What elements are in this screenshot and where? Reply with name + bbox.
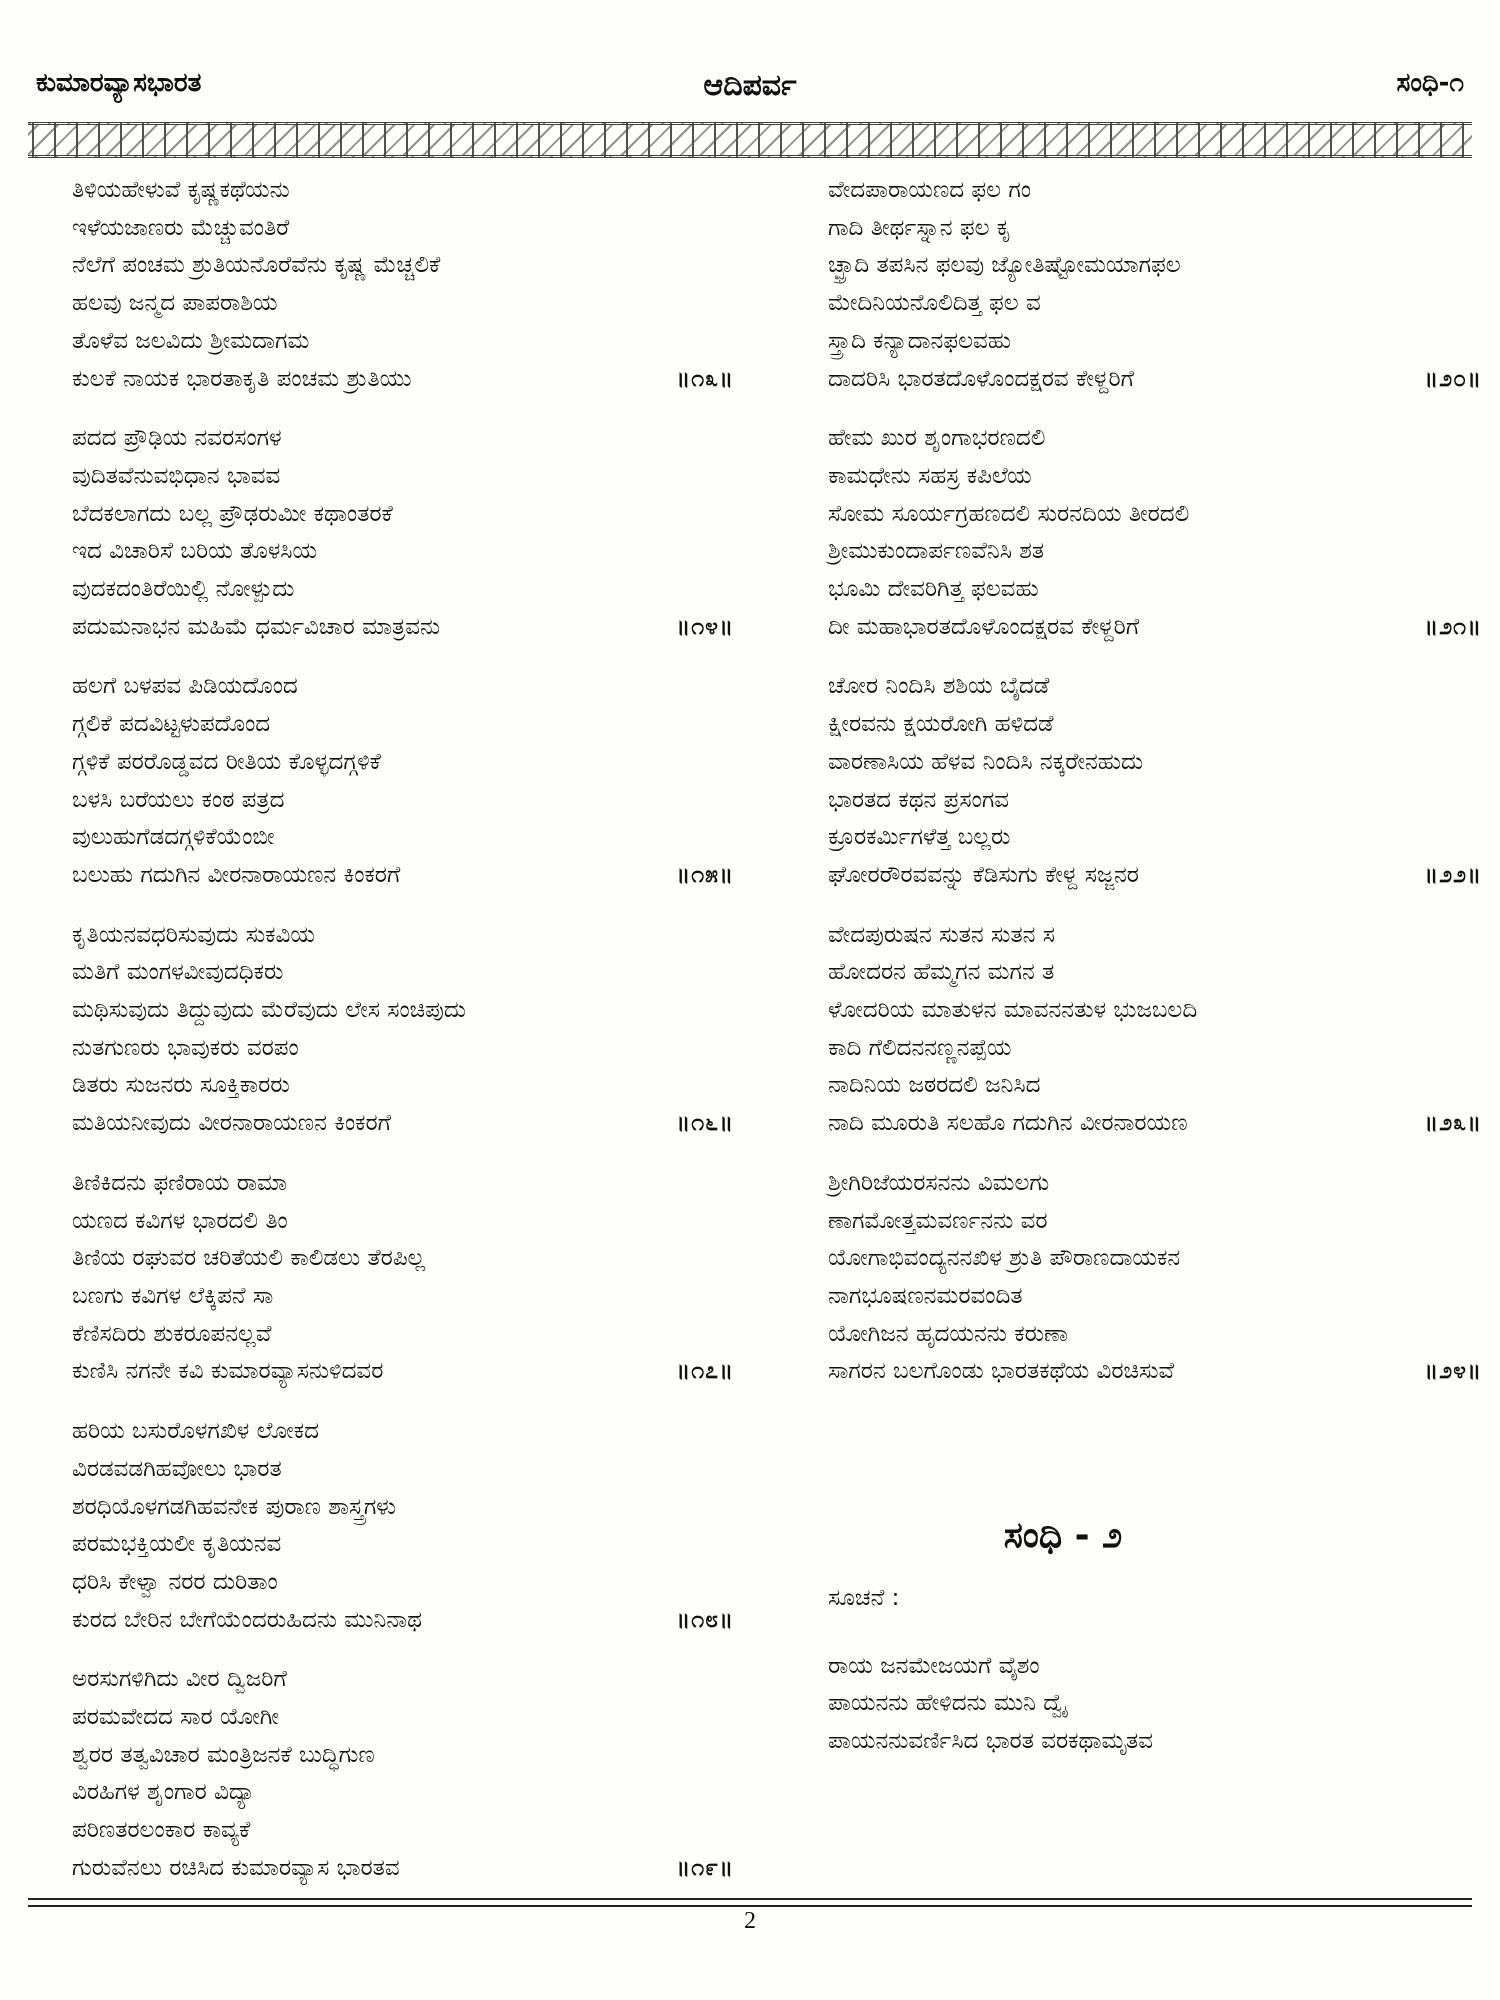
verse-line [72,857,732,895]
verse-text: ಕ್ರೂರಕರ್ಮಿಗಳೆತ್ತ ಬಲ್ಲರು [828,824,1011,851]
verse-text: ಘೋರರೌರವವನ್ನು ಕೆಡಿಸುಗು ಕೇಳ್ದ ಸಜ್ಜನರ [828,861,1139,888]
verse-text: ಯೋಗಿಜನ ಹೃದಯನನು ಕರುಣಾ [828,1320,1068,1347]
verse-line [72,744,732,782]
verse-text: ಪದುಮನಾಭನ ಮಹಿಮೆ ಧರ್ಮವಿಚಾರ ಮಾತ್ರವನು [72,613,441,640]
verse-text: ವಿರಹಿಗಳ ಶೃಂಗಾರ ವಿದ್ಯಾ [72,1779,256,1806]
page-header [28,68,1472,108]
verse-text: ಪರಮಭಕ್ತಿಯಲೀ ಕೃತಿಯನವ [72,1531,282,1558]
verse-line [72,1240,732,1278]
verse-line [72,1699,732,1737]
verse-text: ಚೋರ ನಿಂದಿಸಿ ಶಶಿಯ ಬೈದಡೆ [828,673,1050,700]
verse-line [828,744,1478,782]
verse-line [828,1203,1478,1241]
verse-line [72,571,732,609]
verse-text: ನಾದಿ ಮೂರುತಿ ಸಲಹೊ ಗದುಗಿನ ವೀರನಾರಯಣ [828,1110,1188,1137]
verse-text: ಶ್ರೀಮುಕುಂದಾರ್ಪಣವೆನಿಸಿ ಶತ [828,538,1045,565]
verse-text: ಕಾಮಧೇನು ಸಹಸ್ರ ಕಪಿಲೆಯ [828,462,1032,489]
page-number: 2 [744,1908,756,1934]
stanza [72,1165,732,1391]
verse-line [72,1030,732,1068]
verse-line [828,819,1478,857]
verse-text: ನುತಗುಣರು ಭಾವುಕರು ವರಪಂ [72,1034,299,1061]
stanza [72,1413,732,1639]
verse-line [828,857,1482,895]
verse-text: ವುಲುಹುಗೆಡದಗ್ಗಳಿಕೆಯೆಂಬೀ [72,824,275,851]
verse-line [72,1526,732,1564]
verse-line [828,420,1478,458]
verse-text: ಡಿತರು ಸುಜನರು ಸೂಕ್ತಿಕಾರರು [72,1072,290,1099]
decorative-border [28,122,1472,158]
verse-line [72,1812,732,1850]
verse-text: ಕಾದಿ ಗೆಲಿದನನಣ್ಣನಪ್ಪೆಯ [828,1034,1012,1061]
suchane-section [828,1580,1153,1761]
stanza-number: ॥೧೪॥ [676,613,734,640]
verse-line [828,361,1482,399]
verse-text: ಪರಿಣತರಲಂಕಾರ ಕಾವ್ಯಕೆ [72,1817,251,1844]
verse-text: ಗುರುವೆನಲು ರಚಿಸಿದ ಕುಮಾರವ್ಯಾಸ ಭಾರತವ [72,1854,400,1881]
verse-line [828,1316,1478,1354]
verse-line [828,496,1478,534]
verse-text: ಮೇದಿನಿಯನೊಲಿದಿತ್ತ ಫಲ ವ [828,290,1041,317]
verse-text: ಅರಸುಗಳಿಗಿದು ವೀರ ದ್ವಿಜರಿಗೆ [72,1666,287,1693]
verse-line [72,917,732,955]
verse-text: ಹೇಮ ಖುರ ಶೃಂಗಾಭರಣದಲಿ [828,425,1046,452]
stanza [828,668,1482,894]
verse-text: ನಾಗಭೂಷಣನಮರವಂದಿತ [828,1282,1023,1309]
verse-line [72,1661,732,1699]
stanza [72,668,732,894]
verse-text: ಣಾಗಮೋತ್ತಮವರ್ಣನನು ವರ [828,1207,1048,1234]
verse-line [72,992,732,1030]
verse-line [72,1564,732,1602]
verse-line [72,323,732,361]
book-title: ಕುಮಾರವ್ಯಾಸಭಾರತ [36,68,202,98]
verse-text: ಶ್ರೀಗಿರಿಜೆಯರಸನನು ವಿಮಲಗು [828,1169,1050,1196]
verse-text: ಗ್ಗಲಿಕೆ ಪದವಿಟ್ಟಳುಪದೊಂದ [72,711,271,738]
verse-line [828,1030,1478,1068]
verse-line [828,1067,1478,1105]
verse-text: ಬಲುಹು ಗದುಗಿನ ವೀರನಾರಾಯಣನ ಕಿಂಕರಗೆ [72,861,401,888]
stanza-number: ॥೨೪॥ [1424,1358,1482,1385]
verse-text: ಧರಿಸಿ ಕೇಳ್ವಾ ನರರ ದುರಿತಾಂ [72,1568,278,1595]
verse-text: ಕ್ಷೀರವನು ಕ್ಷಯರೋಗಿ ಹಳಿದಡೆ [828,711,1054,738]
verse-text: ಪರಮವೇದದ ಸಾರ ಯೋಗೀ [72,1704,279,1731]
verse-line [828,172,1478,210]
verse-text: ಬೆದಕಲಾಗದು ಬಲ್ಲ ಪ್ರೌಢರುಮೀ ಕಥಾಂತರಕೆ [72,500,393,527]
verse-text: ದೀ ಮಹಾಭಾರತದೊಳೊಂದಕ್ಷರವ ಕೇಳ್ದರಿಗೆ [828,613,1140,640]
stanza [828,420,1482,646]
verse-text: ಯಣದ ಕವಿಗಳ ಭಾರದಲಿ ತಿಂ [72,1207,288,1234]
verse-text: ಕುರದ ಬೇರಿನ ಬೇಗೆಯೆಂದರುಹಿದನು ಮುನಿನಾಥ [72,1606,423,1633]
suchane-line: ರಾಯ ಜನಮೇಜಯಗೆ ವೈಶಂ [828,1652,1040,1679]
verse-text: ಹರಿಯ ಬಸುರೊಳಗಖಿಳ ಲೋಕದ [72,1418,319,1445]
stanza-number: ॥೧೯॥ [676,1854,734,1881]
verse-text: ಗಾದಿ ತೀರ್ಥಸ್ನಾನ ಫಲ ಕೃ [828,214,1012,241]
footer-rule [28,1898,1472,1907]
verse-text: ಸಾಗರನ ಬಲಗೊಂಡು ಭಾರತಕಥೆಯ ವಿರಚಿಸುವೆ [828,1358,1175,1385]
verse-text: ಇದ ವಿಚಾರಿಸೆ ಬರಿಯ ತೊಳಸಿಯ [72,538,318,565]
verse-line [828,668,1478,706]
verse-line [828,533,1478,571]
verse-line [828,458,1478,496]
verse-text: ಬಳಸಿ ಬರೆಯಲು ಕಂಠ ಪತ್ರದ [72,786,285,813]
verse-line [72,533,732,571]
parva-title: ಆದಿಪರ್ವ [703,68,797,103]
verse-line [72,1602,732,1640]
suchane-line: ಪಾಯನನು ಹೇಳಿದನು ಮುನಿ ದ್ವೈ [828,1690,1068,1717]
verse-text: ತೊಳೆವ ಜಲವಿದು ಶ್ರೀಮದಾಗಮ [72,327,310,354]
stanza [72,917,732,1143]
stanza-number: ॥೧೩॥ [676,365,734,392]
verse-line [828,706,1478,744]
stanza [828,172,1482,398]
verse-text: ತಿಣಿಕಿದನು ಫಣಿರಾಯ ರಾಮಾ [72,1169,288,1196]
verse-text: ಶ್ವರರ ತತ್ವವಿಚಾರ ಮಂತ್ರಿಜನಕೆ ಬುದ್ಧಿಗುಣ [72,1741,375,1768]
verse-line [828,782,1478,820]
verse-line [72,247,732,285]
verse-line [72,1203,732,1241]
verse-text: ಹಲಗೆ ಬಳಪವ ಪಿಡಿಯದೊಂದ [72,673,298,700]
verse-text: ಹಲವು ಜನ್ಮದ ಪಾಪರಾಶಿಯ [72,290,278,317]
stanza-number: ॥೨೧॥ [1424,613,1482,640]
stanza-number: ॥೨೦॥ [1424,365,1482,392]
left-column [72,172,732,1910]
stanza [72,1661,732,1887]
verse-line [72,361,732,399]
verse-line [72,1105,732,1143]
verse-line [72,1489,732,1527]
verse-line [72,458,732,496]
verse-text: ಚ್ಛ್ರಾದಿ ತಪಸಿನ ಫಲವು ಜ್ಯೋತಿಷ್ಟೋಮಯಾಗಫಲ [828,252,1181,279]
verse-text: ವುದಕದಂತಿರೆಯಿಲ್ಲಿ ನೋಳ್ಪುದು [72,576,295,603]
verse-line [72,668,732,706]
verse-line [72,706,732,744]
stanza [72,172,732,398]
right-column [828,172,1482,1413]
verse-line [72,496,732,534]
verse-line [72,1278,732,1316]
verse-text: ಹೋದರನ ಹೆಮ್ಮಗನ ಮಗನ ತ [828,959,1055,986]
verse-line [828,210,1478,248]
verse-text: ಬಣಗು ಕವಿಗಳ ಲೆಕ್ಕಿಪನೆ ಸಾ [72,1282,274,1309]
suchane-label: ಸೂಚನೆ : [828,1585,900,1611]
verse-text: ಸ್ತ್ರಾದಿ ಕನ್ಯಾದಾನಫಲವಹು [828,327,1012,354]
verse-line [72,1067,732,1105]
verse-line [828,609,1482,647]
verse-line [72,210,732,248]
verse-text: ನಾದಿನಿಯ ಜಠರದಲಿ ಜನಿಸಿದ [828,1072,1041,1099]
stanza-number: ॥೧೭॥ [676,1358,734,1385]
verse-line [72,1316,732,1354]
verse-text: ಳೋದರಿಯ ಮಾತುಳನ ಮಾವನನತುಳ ಭುಜಬಲದಿ [828,997,1198,1024]
verse-text: ಕುಣಿಸಿ ನಗನೇ ಕವಿ ಕುಮಾರವ್ಯಾಸನುಳಿದವರ [72,1358,384,1385]
verse-line [72,1451,732,1489]
verse-line [828,1165,1478,1203]
verse-text: ದಾದರಿಸಿ ಭಾರತದೊಳೊಂದಕ್ಷರವ ಕೇಳ್ದರಿಗೆ [828,365,1134,392]
verse-line [72,609,732,647]
verse-line [72,1165,732,1203]
verse-line [72,1850,732,1888]
verse-line [828,917,1478,955]
verse-line [828,1353,1482,1391]
verse-line [72,819,732,857]
verse-text: ಮತಿಗೆ ಮಂಗಳವೀವುದಧಿಕರು [72,959,284,986]
verse-line [72,285,732,323]
verse-text: ಭೂಮಿ ದೇವರಿಗಿತ್ತ ಫಲವಹು [828,576,1039,603]
verse-line [72,1737,732,1775]
sandhi-label: ಸಂಧಿ-೧ [1396,68,1464,98]
verse-line [828,323,1478,361]
suchane-line: ಪಾಯನನುವರ್ಣಿಸಿದ ಭಾರತ ವರಕಥಾಮೃತವ [828,1728,1154,1755]
stanza-number: ॥೨೩॥ [1424,1110,1482,1137]
verse-line [828,247,1478,285]
verse-text: ಇಳೆಯಜಾಣರು ಮೆಚ್ಚುವಂತಿರೆ [72,214,290,241]
verse-line [72,420,732,458]
verse-line [828,954,1478,992]
stanza-number: ॥೧೫॥ [676,861,734,888]
verse-line [828,571,1478,609]
verse-line [828,1105,1482,1143]
verse-text: ಕುಲಕೆ ನಾಯಕ ಭಾರತಾಕೃತಿ ಪಂಚಮ ಶ್ರುತಿಯು [72,365,412,392]
verse-line [72,954,732,992]
verse-text: ಸೋಮ ಸೂರ್ಯಗ್ರಹಣದಲಿ ಸುರನದಿಯ ತೀರದಲಿ [828,500,1190,527]
stanza [828,917,1482,1143]
verse-line [72,782,732,820]
verse-text: ಪದದ ಪ್ರೌಢಿಯ ನವರಸಂಗಳ [72,425,282,452]
stanza-number: ॥೧೮॥ [676,1606,734,1633]
stanza-number: ॥೨೨॥ [1424,861,1482,888]
stanza-number: ॥೧೬॥ [676,1110,734,1137]
verse-line [72,1774,732,1812]
verse-text: ವುದಿತವೆನುವಭಿಧಾನ ಭಾವವ [72,462,281,489]
verse-text: ನೆಲೆಗೆ ಪಂಚಮ ಶ್ರುತಿಯನೊರೆವೆನು ಕೃಷ್ಣ ಮೆಚ್ಚಲಿಕೆ [72,252,441,279]
verse-text: ಗ್ಗಳಿಕೆ ಪರರೊಡ್ಡವದ ರೀತಿಯ ಕೊಳ್ಳದಗ್ಗಳಿಕೆ [72,748,381,775]
sandhi-heading: ಸಂಧಿ - ೨ [1003,1515,1123,1556]
verse-text: ಭಾರತದ ಕಥನ ಪ್ರಸಂಗವ [828,786,1010,813]
verse-text: ವಿರಡವಡಗಿಹವೋಲು ಭಾರತ [72,1455,282,1482]
verse-text: ವಾರಣಾಸಿಯ ಹೆಳವ ನಿಂದಿಸಿ ನಕ್ಕರೇನಹುದು [828,748,1144,775]
verse-line [72,1353,732,1391]
stanza [828,1165,1482,1391]
verse-line [828,1240,1478,1278]
verse-text: ಶರಧಿಯೊಳಗಡಗಿಹವನೇಕ ಪುರಾಣ ಶಾಸ್ತ್ರಗಳು [72,1493,397,1520]
verse-line [828,1278,1478,1316]
verse-text: ತಿಣಿಯ ರಘುವರ ಚರಿತೆಯಲಿ ಕಾಲಿಡಲು ತೆರಪಿಲ್ಲ [72,1245,426,1272]
verse-text: ಕೆಣಿಸದಿರು ಶುಕರೂಪನಲ್ಲವೆ [72,1320,272,1347]
verse-text: ಮಥಿಸುವುದು ತಿದ್ದುವುದು ಮೆರೆವುದು ಲೇಸ ಸಂಚಿಪುದು [72,997,467,1024]
verse-line [72,1413,732,1451]
verse-text: ಯೋಗಾಭಿವಂದ್ಯನನಖಿಳ ಶ್ರುತಿ ಪೌರಾಣದಾಯಕನ [828,1245,1181,1272]
verse-line [72,172,732,210]
verse-line [828,992,1478,1030]
verse-text: ತಿಳಿಯಹೇಳುವೆ ಕೃಷ್ಣಕಥೆಯನು [72,177,290,203]
verse-text: ವೇದಪುರುಷನ ಸುತನ ಸುತನ ಸ [828,921,1055,948]
verse-text: ವೇದಪಾರಾಯಣದ ಫಲ ಗಂ [828,177,1032,203]
verse-line [828,285,1478,323]
stanza [72,420,732,646]
verse-text: ಕೃತಿಯನವಧರಿಸುವುದು ಸುಕವಿಯ [72,921,315,948]
verse-text: ಮತಿಯನೀವುದು ವೀರನಾರಾಯಣನ ಕಿಂಕರಗೆ [72,1110,392,1137]
